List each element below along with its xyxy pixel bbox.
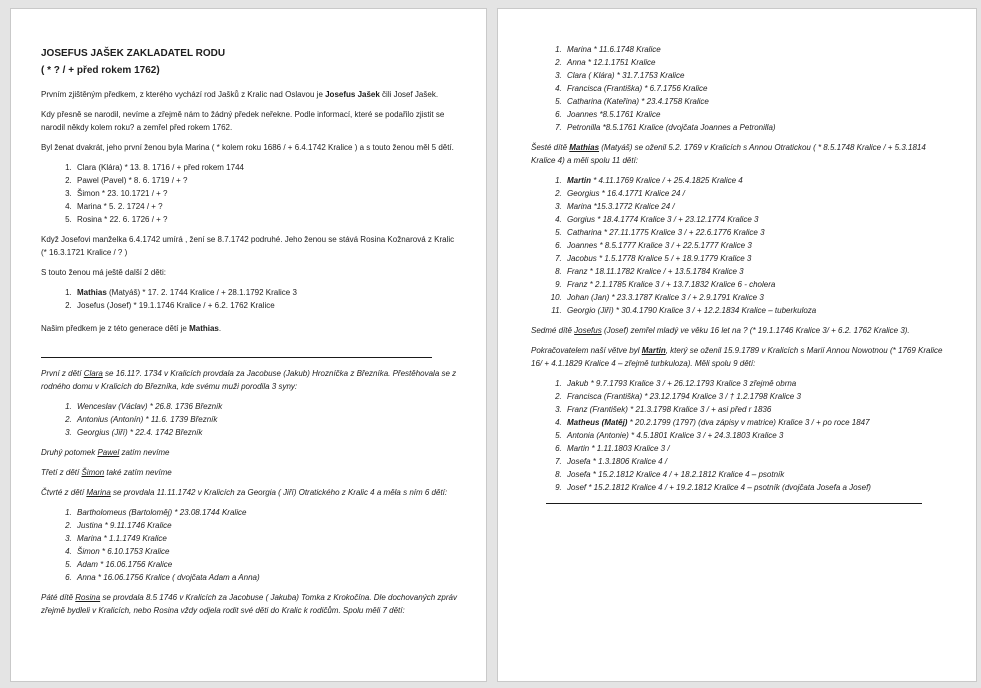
children-list	[41, 400, 459, 439]
list-item: 1. Clara (Klára) * 13. 8. 1716 / + před rokem 1744	[74, 161, 459, 174]
emphasized-name: Clara	[83, 369, 103, 378]
list-item: 5. Catharina (Kateřina) * 23.4.1758 Kralice	[564, 95, 949, 108]
list-item: 2. Anna * 12.1.1751 Kralice	[564, 56, 949, 69]
list-item: 2. Pawel (Pavel) * 8. 6. 1719 / + ?	[74, 174, 459, 187]
list-item: 6. Joannes *8.5.1761 Kralice	[564, 108, 949, 121]
list-item: 2. Francisca (Františka) * 23.12.1794 Kralice 3 / † 1.2.1798 Kralice 3	[564, 390, 949, 403]
paragraph: Třetí z dětí Šimon také zatím nevíme	[41, 468, 172, 477]
page-1-content	[41, 45, 459, 624]
list-item: 3. Franz (František) * 21.3.1798 Kralice 3 / + asi před r 1836	[564, 403, 949, 416]
list-item: 4. Šimon * 6.10.1753 Kralice	[74, 545, 459, 558]
list-item: 1. Marina * 11.6.1748 Kralice	[564, 43, 949, 56]
emphasized-name: Josefus	[574, 326, 602, 335]
list-item: 2. Justina * 9.11.1746 Kralice	[74, 519, 459, 532]
page-2-content	[531, 43, 949, 504]
document-title: JOSEFUS JAŠEK ZAKLADATEL RODU	[41, 48, 226, 59]
section-divider	[41, 357, 432, 358]
document-page-1	[10, 8, 487, 682]
emphasized-name: Mathias	[77, 288, 107, 297]
list-item: 7. Josefa * 1.3.1806 Kralice 4 /	[564, 455, 949, 468]
paragraph: Čtvrté z dětí Marina se provdala 11.11.1742 v Kralicích za Georgia ( Jiří) Otratického z Kralic 4 a měla s ním 6 dětí:	[41, 488, 448, 497]
document-title: ( * ? / + před rokem 1762)	[41, 65, 160, 76]
list-item: 7. Petronilla *8.5.1761 Kralice (dvojčata Joannes a Petronilla)	[564, 121, 949, 134]
list-item: 2. Antonius (Antonín) * 11.6. 1739 Březník	[74, 413, 459, 426]
list-item: 8. Franz * 18.11.1782 Kralice / + 13.5.1784 Kralice 3	[564, 265, 949, 278]
list-item: 2. Georgius * 16.4.1771 Kralice 24 /	[564, 187, 949, 200]
paragraph: Prvním zjištěným předkem, z kterého vychází rod Jašků z Kralic nad Oslavou je Josefus Jašek čili Josef Jašek.	[41, 90, 439, 99]
section-divider	[546, 503, 922, 504]
paragraph: Páté dítě Rosina se provdala 8.5 1746 v Kralicích za Jacobuse ( Jakuba) Tomka z Krokočína. Dle dochovaných zpráv zřejmě bydleli v Kralicích, nebo Rosina vždy odjela rodit své děti do Kralic k rodičům. Spolu měli 7 dětí:	[41, 593, 457, 615]
list-item: 7. Jacobus * 1.5.1778 Kralice 5 / + 18.9.1779 Kralice 3	[564, 252, 949, 265]
emphasized-name: Matheus (Matěj)	[567, 418, 628, 427]
list-item: 10. Johan (Jan) * 23.3.1787 Kralice 3 / + 2.9.1791 Kralice 3	[564, 291, 949, 304]
emphasized-name: Mathias	[189, 324, 219, 333]
children-list	[41, 286, 459, 312]
emphasized-name: Martin	[641, 346, 666, 355]
list-item: 6. Joannes * 8.5.1777 Kralice 3 / + 22.5.1777 Kralice 3	[564, 239, 949, 252]
list-item: 5. Antonia (Antonie) * 4.5.1801 Kralice 3 / + 24.3.1803 Kralice 3	[564, 429, 949, 442]
list-item: 1. Jakub * 9.7.1793 Kralice 3 / + 26.12.1793 Kralice 3 zřejmě obrna	[564, 377, 949, 390]
paragraph: První z dětí Clara se 16.11?. 1734 v Kralicích provdala za Jacobuse (Jakub) Hrozníčka z Březníka. Přestěhovala se z rodného domu v Kralicích do Březníka, kde svému muži porodila 3 syny:	[41, 369, 457, 391]
emphasized-name: Pawel	[97, 448, 120, 457]
list-item: 4. Gorgius * 18.4.1774 Kralice 3 / + 23.12.1774 Kralice 3	[564, 213, 949, 226]
list-item: 3. Georgius (Jiří) * 22.4. 1742 Březník	[74, 426, 459, 439]
paragraph: Kdy přesně se narodil, nevíme a zřejmě nám to žádný předek neřekne. Podle informací, které se podařilo zjistit se narodil někdy kolem roku? a zemřel před rokem 1762.	[41, 110, 445, 132]
paragraph: Druhý potomek Pawel zatím nevíme	[41, 448, 170, 457]
emphasized-name: Martin	[567, 176, 591, 185]
emphasized-name: Rosina	[75, 593, 101, 602]
children-list	[531, 377, 949, 494]
children-list	[41, 506, 459, 584]
list-item: 1. Mathias (Matyáš) * 17. 2. 1744 Kralice / + 28.1.1792 Kralice 3	[74, 286, 459, 299]
list-item: 1. Martin * 4.11.1769 Kralice / + 25.4.1825 Kralice 4	[564, 174, 949, 187]
list-item: 8. Josefa * 15.2.1812 Kralice 4 / + 18.2.1812 Kralice 4 – psotník	[564, 468, 949, 481]
emphasized-name: Mathias	[569, 143, 600, 152]
emphasized-name: Šimon	[81, 468, 105, 477]
children-list	[531, 43, 949, 134]
paragraph: Pokračovatelem naší větve byl Martin, který se oženil 15.9.1789 v Kralicích s Marií Annou Nowotnou (* 1769 Kralice 16/ + 4.1.1829 Kralice 4 – zřejmě turbkuloza). Měli spolu 9 dětí:	[531, 346, 943, 368]
list-item: 1. Bartholomeus (Bartoloměj) * 23.08.1744 Kralice	[74, 506, 459, 519]
emphasized-name: Marina	[86, 488, 111, 497]
children-list	[41, 161, 459, 226]
list-item: 5. Adam * 16.06.1756 Kralice	[74, 558, 459, 571]
paragraph: Když Josefovi manželka 6.4.1742 umírá , žení se 8.7.1742 podruhé. Jeho ženou se stává Rosina Kožnarová z Kralic (* 16.3.1721 Kralice / ? )	[41, 235, 455, 257]
list-item: 9. Josef * 15.2.1812 Kralice 4 / + 19.2.1812 Kralice 4 – psotník (dvojčata Josefa a Josef)	[564, 481, 949, 494]
list-item: 1. Wenceslav (Václav) * 26.8. 1736 Březník	[74, 400, 459, 413]
list-item: 4. Marina * 5. 2. 1724 / + ?	[74, 200, 459, 213]
list-item: 6. Anna * 16.06.1756 Kralice ( dvojčata Adam a Anna)	[74, 571, 459, 584]
children-list	[531, 174, 949, 317]
list-item: 9. Franz * 2.1.1785 Kralice 3 / + 13.7.1832 Kralice 6 - cholera	[564, 278, 949, 291]
paragraph: Byl ženat dvakrát, jeho první ženou byla Marina ( * kolem roku 1686 / + 6.4.1742 Kralice ) a s touto ženou měl 5 dětí.	[41, 143, 454, 152]
paragraph: Šesté dítě Mathias (Matyáš) se oženil 5.2. 1769 v Kralicích s Annou Otratickou ( * 8.5.1748 Kralice / + 5.3.1814 Kralice 4) a měli spolu 11 dětí:	[531, 143, 926, 165]
document-page-2	[497, 8, 977, 682]
paragraph: Našim předkem je z této generace dětí je Mathias.	[41, 324, 222, 333]
list-item: 4. Matheus (Matěj) * 20.2.1799 (1797) (dva zápisy v matrice) Kralice 3 / + po roce 1847	[564, 416, 949, 429]
list-item: 6. Martin * 1.11.1803 Kralice 3 /	[564, 442, 949, 455]
list-item: 5. Catharina * 27.11.1775 Kralice 3 / + 22.6.1776 Kralice 3	[564, 226, 949, 239]
paragraph: Sedmé dítě Josefus (Josef) zemřel mladý ve věku 16 let na ? (* 19.1.1746 Kralice 3/ + 6.2. 1762 Kralice 3).	[531, 326, 910, 335]
list-item: 3. Marina * 1.1.1749 Kralice	[74, 532, 459, 545]
list-item: 11. Georgio (Jiří) * 30.4.1790 Kralice 3 / + 12.2.1834 Kralice – tuberkuloza	[564, 304, 949, 317]
list-item: 3. Šimon * 23. 10.1721 / + ?	[74, 187, 459, 200]
list-item: 3. Marina *15.3.1772 Kralice 24 /	[564, 200, 949, 213]
list-item: 4. Francisca (Františka) * 6.7.1756 Kralice	[564, 82, 949, 95]
list-item: 2. Josefus (Josef) * 19.1.1746 Kralice / + 6.2. 1762 Kralice	[74, 299, 459, 312]
paragraph: S touto ženou má ještě další 2 děti:	[41, 268, 166, 277]
list-item: 5. Rosina * 22. 6. 1726 / + ?	[74, 213, 459, 226]
list-item: 3. Clara ( Klára) * 31.7.1753 Kralice	[564, 69, 949, 82]
emphasized-name: Josefus Jašek	[325, 90, 380, 99]
